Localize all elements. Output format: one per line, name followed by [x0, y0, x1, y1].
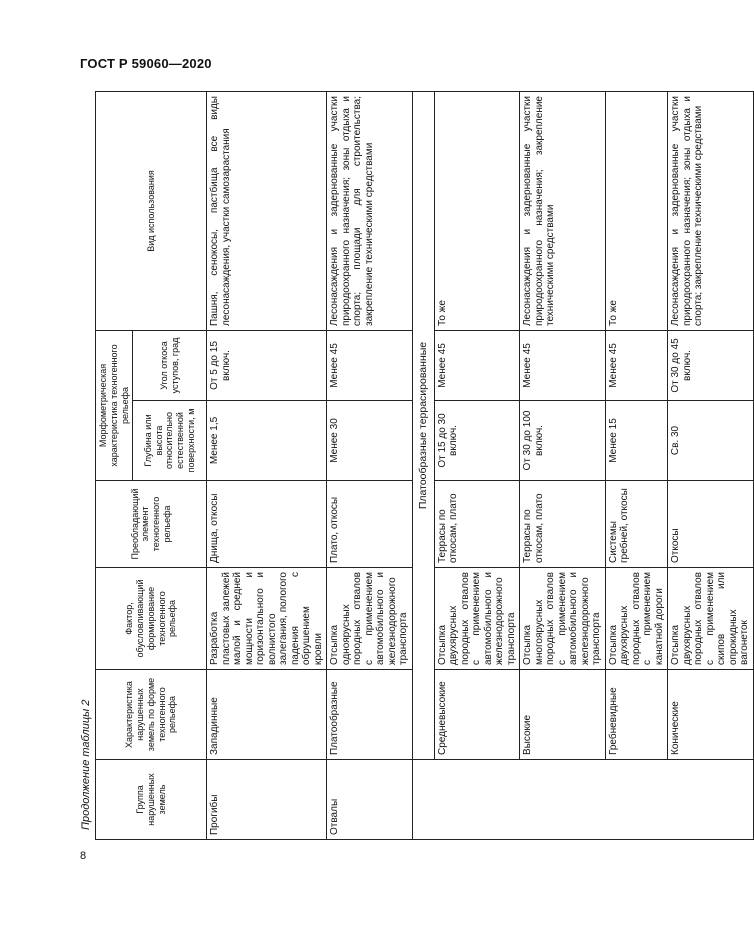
cell-use: Лесонасаждения и задернованные участки природоохранного назначения; зоны отдыха и спорта; закрепление техническими средствами: [668, 92, 754, 331]
cell-use: Лесонасаждения и задернованные участки природоохранного назначения; зоны отдыха и спорта; площади для строительства; закрепление техническими средствами: [327, 92, 413, 331]
header-morpho: Морфометрическая характеристика техногенного рельефа: [96, 331, 133, 481]
cell-depth: Менее 30: [327, 401, 413, 481]
cell-depth: Св. 30: [668, 401, 754, 481]
cell-factor: Отсыпка двухярусных породных отвалов с применением автомобильного и железнодорожного транспорта: [434, 568, 520, 670]
cell-depth: От 15 до 30 включ.: [434, 401, 520, 481]
cell-element: Террасы по откосам, плато: [434, 481, 520, 568]
cell-element: Террасы по откосам, плато: [520, 481, 606, 568]
table-row: [327, 92, 413, 840]
land-classification-table: [95, 91, 754, 840]
cell-characteristic: Конические: [668, 670, 754, 760]
cell-angle: Менее 45: [605, 331, 668, 401]
rotated-table-container: [95, 92, 751, 840]
table-row: [207, 92, 327, 840]
table-row: [668, 92, 754, 840]
table-row: [605, 92, 668, 840]
cell-group-empty: [412, 760, 753, 840]
header-factor: Фактор, обусловливающий формирование техногенного рельефа: [96, 568, 207, 670]
cell-factor: Отсыпка двухярусных породных отвалов с применением канатной дороги: [605, 568, 668, 670]
cell-element: Плато, откосы: [327, 481, 413, 568]
cell-angle: Менее 45: [327, 331, 413, 401]
page-number: 8: [80, 850, 87, 862]
cell-element: Системы гребней, откосы: [605, 481, 668, 568]
cell-characteristic: Западинные: [207, 670, 327, 760]
cell-depth: Менее 1,5: [207, 401, 327, 481]
cell-angle: От 30 до 45 включ.: [668, 331, 754, 401]
cell-use: Пашня, сенокосы, пастбища все виды лесонасаждения, участки самозарастания: [207, 92, 327, 331]
cell-depth: Менее 15: [605, 401, 668, 481]
cell-characteristic: Высокие: [520, 670, 606, 760]
header-angle: Угол откоса уступов, град: [133, 331, 207, 401]
cell-use: То же: [434, 92, 520, 331]
cell-characteristic: Гребневидные: [605, 670, 668, 760]
cell-use: Лесонасаждения и задернованные участки природоохранного назначения; закрепление техническими средствами: [520, 92, 606, 331]
cell-characteristic: Средневысокие: [434, 670, 520, 760]
table-row: [520, 92, 606, 840]
cell-factor: Разработка пластовых залежей малой и средней мощности и горизонтального и волнистого залегания, пологого падения с обрушением кровли: [207, 568, 327, 670]
document-header: ГОСТ Р 59060—2020: [80, 56, 212, 71]
cell-depth: От 30 до 100 включ.: [520, 401, 606, 481]
cell-group: Отвалы: [327, 760, 413, 840]
cell-group: Прогибы: [207, 760, 327, 840]
header-characteristic: Характеристика нарушенных земель по форме техногенного рельефа: [96, 670, 207, 760]
cell-use: То же: [605, 92, 668, 331]
cell-factor: Отсыпка многоярусных породных отвалов с применением автомобильного и железнодорожного транспорта: [520, 568, 606, 670]
cell-element: Откосы: [668, 481, 754, 568]
section-title: Платообразные террасированные: [412, 92, 434, 760]
cell-factor: Отсыпка двухярусных породных отвалов с применением скипов или опрокидных вагонеток: [668, 568, 754, 670]
cell-angle: Менее 45: [434, 331, 520, 401]
header-use: Вид использования: [96, 92, 207, 331]
cell-angle: Менее 45: [520, 331, 606, 401]
header-group: Группа нарушенных земель: [96, 760, 207, 840]
cell-factor: Отсыпка одноярусных породных отвалов с применением автомобильного и железнодорожного транспорта: [327, 568, 413, 670]
header-depth: Глубина или высота относительно естественной поверхности, м: [133, 401, 207, 481]
continuation-label: Продолжение таблицы 2: [80, 699, 92, 830]
header-element: Преобладающий элемент техногенного рельефа: [96, 481, 207, 568]
table-row: [434, 92, 520, 840]
cell-angle: От 5 до 15 включ.: [207, 331, 327, 401]
header-row: [96, 92, 133, 840]
cell-characteristic: Платообразные: [327, 670, 413, 760]
cell-element: Днища, откосы: [207, 481, 327, 568]
section-row: [412, 92, 434, 840]
